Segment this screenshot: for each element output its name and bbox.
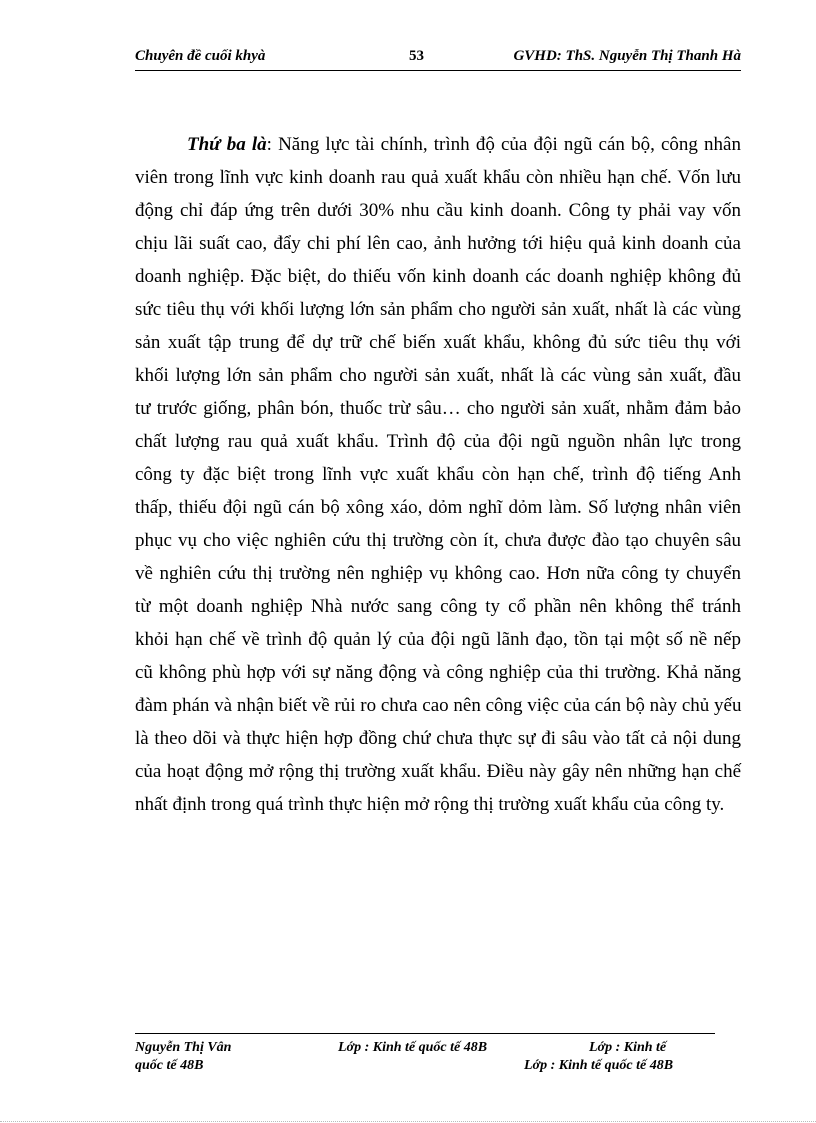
- footer-class-label: Lớp : Kinh tế quốc tế 48B: [524, 1058, 674, 1073]
- paragraph-line: khỏi hạn chế về trình độ quản lý của đội ngũ lãnh đạo, tồn tại một số nề nếp: [135, 629, 741, 650]
- paragraph-line: động chỉ đáp ứng trên dưới 30% nhu cầu kinh doanh. Công ty phải vay vốn: [135, 200, 741, 221]
- paragraph-line: viên trong lĩnh vực kinh doanh rau quả xuất khẩu còn nhiều hạn chế. Vốn lưu: [135, 167, 741, 188]
- paragraph-line: chịu lãi suất cao, đẩy chi phí lên cao, ảnh hưởng tới hiệu quả kinh doanh của: [135, 233, 741, 254]
- paragraph-line: là theo dõi và thực hiện hợp đồng chứ chưa thực sự đi sâu vào tất cả nội dung: [135, 728, 741, 749]
- header-document-title: Chuyên đề cuối khyà: [135, 48, 266, 64]
- paragraph-line: sản xuất tập trung để dự trữ chế biến xuất khẩu, không đủ sức tiêu thụ với: [135, 332, 741, 353]
- paragraph-line: cũ không phù hợp với sự năng động và công nghiệp của thi trường. Khả năng: [135, 662, 741, 683]
- paragraph-line: đàm phán và nhận biết về rủi ro chưa cao nên công việc của cán bộ này chủ yếu: [135, 695, 742, 716]
- footer-class-label: Lớp : Kinh tế quốc tế 48B: [338, 1040, 488, 1055]
- paragraph-line: nhất định trong quá trình thực hiện mở rộng thị trường xuất khẩu của công ty.: [135, 794, 725, 815]
- footer-class-continuation: quốc tế 48B: [135, 1058, 204, 1073]
- paragraph-line: [135, 128, 741, 161]
- page-bottom-divider: [0, 1121, 816, 1122]
- paragraph-line: từ một doanh nghiệp Nhà nước sang công ty cổ phần nên không thể tránh: [135, 596, 741, 617]
- paragraph-line: doanh nghiệp. Đặc biệt, do thiếu vốn kinh doanh các doanh nghiệp không đủ: [135, 266, 741, 287]
- paragraph-line: của hoạt động mở rộng thị trường xuất khẩu. Điều này gây nên những hạn chế: [135, 761, 741, 782]
- page-header: [135, 46, 741, 71]
- paragraph-line: sức tiêu thụ với khối lượng lớn sản phẩm cho người sản xuất, nhất là các vùng: [135, 299, 741, 320]
- paragraph-line: phục vụ cho việc nghiên cứu thị trường còn ít, chưa được đào tạo chuyên sâu: [135, 530, 741, 551]
- paragraph-line: chất lượng rau quả xuất khẩu. Trình độ của đội ngũ nguồn nhân lực trong: [135, 431, 741, 452]
- footer-author-name: Nguyễn Thị Vân: [135, 1040, 232, 1055]
- paragraph-line-text: : Năng lực tài chính, trình độ của đội ngũ cán bộ, công nhân: [266, 134, 741, 155]
- paragraph-line: thấp, thiếu đội ngũ cán bộ xông xáo, dỏm nghĩ dỏm làm. Số lượng nhân viên: [135, 497, 741, 518]
- document-body: [135, 128, 741, 821]
- footer-class-label: Lớp : Kinh tế: [589, 1040, 667, 1055]
- header-page-number: 53: [409, 48, 424, 64]
- paragraph-line: công ty đặc biệt trong lĩnh vực xuất khẩu còn hạn chế, trình độ tiếng Anh: [135, 464, 741, 485]
- paragraph-line: khối lượng lớn sản phẩm cho người sản xuất, nhất là các vùng sản xuất, đầu: [135, 365, 741, 386]
- page-footer: [135, 1033, 715, 1073]
- paragraph-line: tư trước giống, phân bón, thuốc trừ sâu… cho người sản xuất, nhằm đảm bảo: [135, 398, 741, 419]
- header-supervisor: GVHD: ThS. Nguyễn Thị Thanh Hà: [513, 48, 741, 64]
- paragraph-line: về nghiên cứu thị trường nên nghiệp vụ không cao. Hơn nữa công ty chuyển: [135, 563, 741, 584]
- paragraph-lead: Thứ ba là: [187, 134, 267, 155]
